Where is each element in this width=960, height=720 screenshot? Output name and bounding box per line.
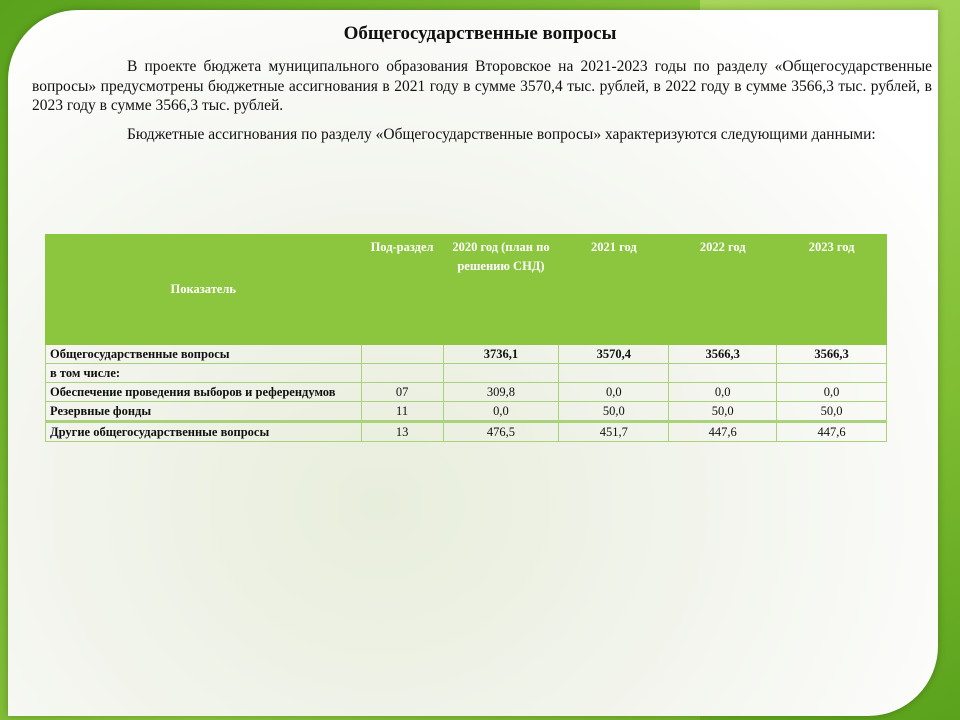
row-subsection: 11 [361,402,443,422]
header-2020: 2020 год (план по решению СНД) [443,235,559,345]
row-value-2023: 50,0 [777,402,887,422]
header-subsection: Под-раздел [361,235,443,345]
row-value-2021: 3570,4 [559,345,669,364]
row-value-2020: 0,0 [443,402,559,422]
table-header-row [46,235,887,345]
row-value-2023: 0,0 [777,383,887,402]
row-value-2020: 309,8 [443,383,559,402]
row-label: в том числе: [46,364,362,383]
table-row [46,383,887,402]
row-value-2021: 451,7 [559,423,669,442]
row-value-2022: 50,0 [669,402,777,422]
table-row [46,402,887,422]
row-value-2022: 3566,3 [669,345,777,364]
row-label: Общегосударственные вопросы [46,345,362,364]
row-value-2023: 3566,3 [777,345,887,364]
row-value-2020 [443,364,559,383]
row-value-2020: 3736,1 [443,345,559,364]
table-row [46,423,887,442]
table-row [46,364,887,383]
budget-table [45,234,887,442]
row-subsection: 07 [361,383,443,402]
row-subsection: 13 [361,423,443,442]
paragraph-table-intro: Бюджетные ассигнования по разделу «Общегосударственные вопросы» характеризуются следующими данными: [127,126,876,143]
row-value-2021 [559,364,669,383]
row-value-2020: 476,5 [443,423,559,442]
row-value-2022 [669,364,777,383]
table-row [46,345,887,364]
header-2021: 2021 год [559,235,669,345]
row-label: Обеспечение проведения выборов и референдумов [46,383,362,402]
header-indicator: Показатель [46,235,362,345]
header-2022: 2022 год [669,235,777,345]
row-label: Резервные фонды [46,402,362,422]
row-value-2022: 0,0 [669,383,777,402]
row-value-2023: 447,6 [777,423,887,442]
row-subsection [361,364,443,383]
row-value-2021: 50,0 [559,402,669,422]
row-subsection [361,345,443,364]
row-value-2022: 447,6 [669,423,777,442]
row-value-2021: 0,0 [559,383,669,402]
row-value-2023 [777,364,887,383]
header-2023: 2023 год [777,235,887,345]
page-title: Общегосударственные вопросы [343,23,617,44]
paragraph-intro: В проекте бюджета муниципального образования Второвское на 2021-2023 годы по разделу «Общегосударственные вопросы» предусмотрены бюджетные ассигнования в 2021 году в сумме 3570,4 тыс. рублей, в 2022 году в сумме 3566,3 тыс. рублей, в 2023 году в сумме 3566,3 тыс. рублей. [32,58,932,114]
row-label: Другие общегосударственные вопросы [46,423,362,442]
